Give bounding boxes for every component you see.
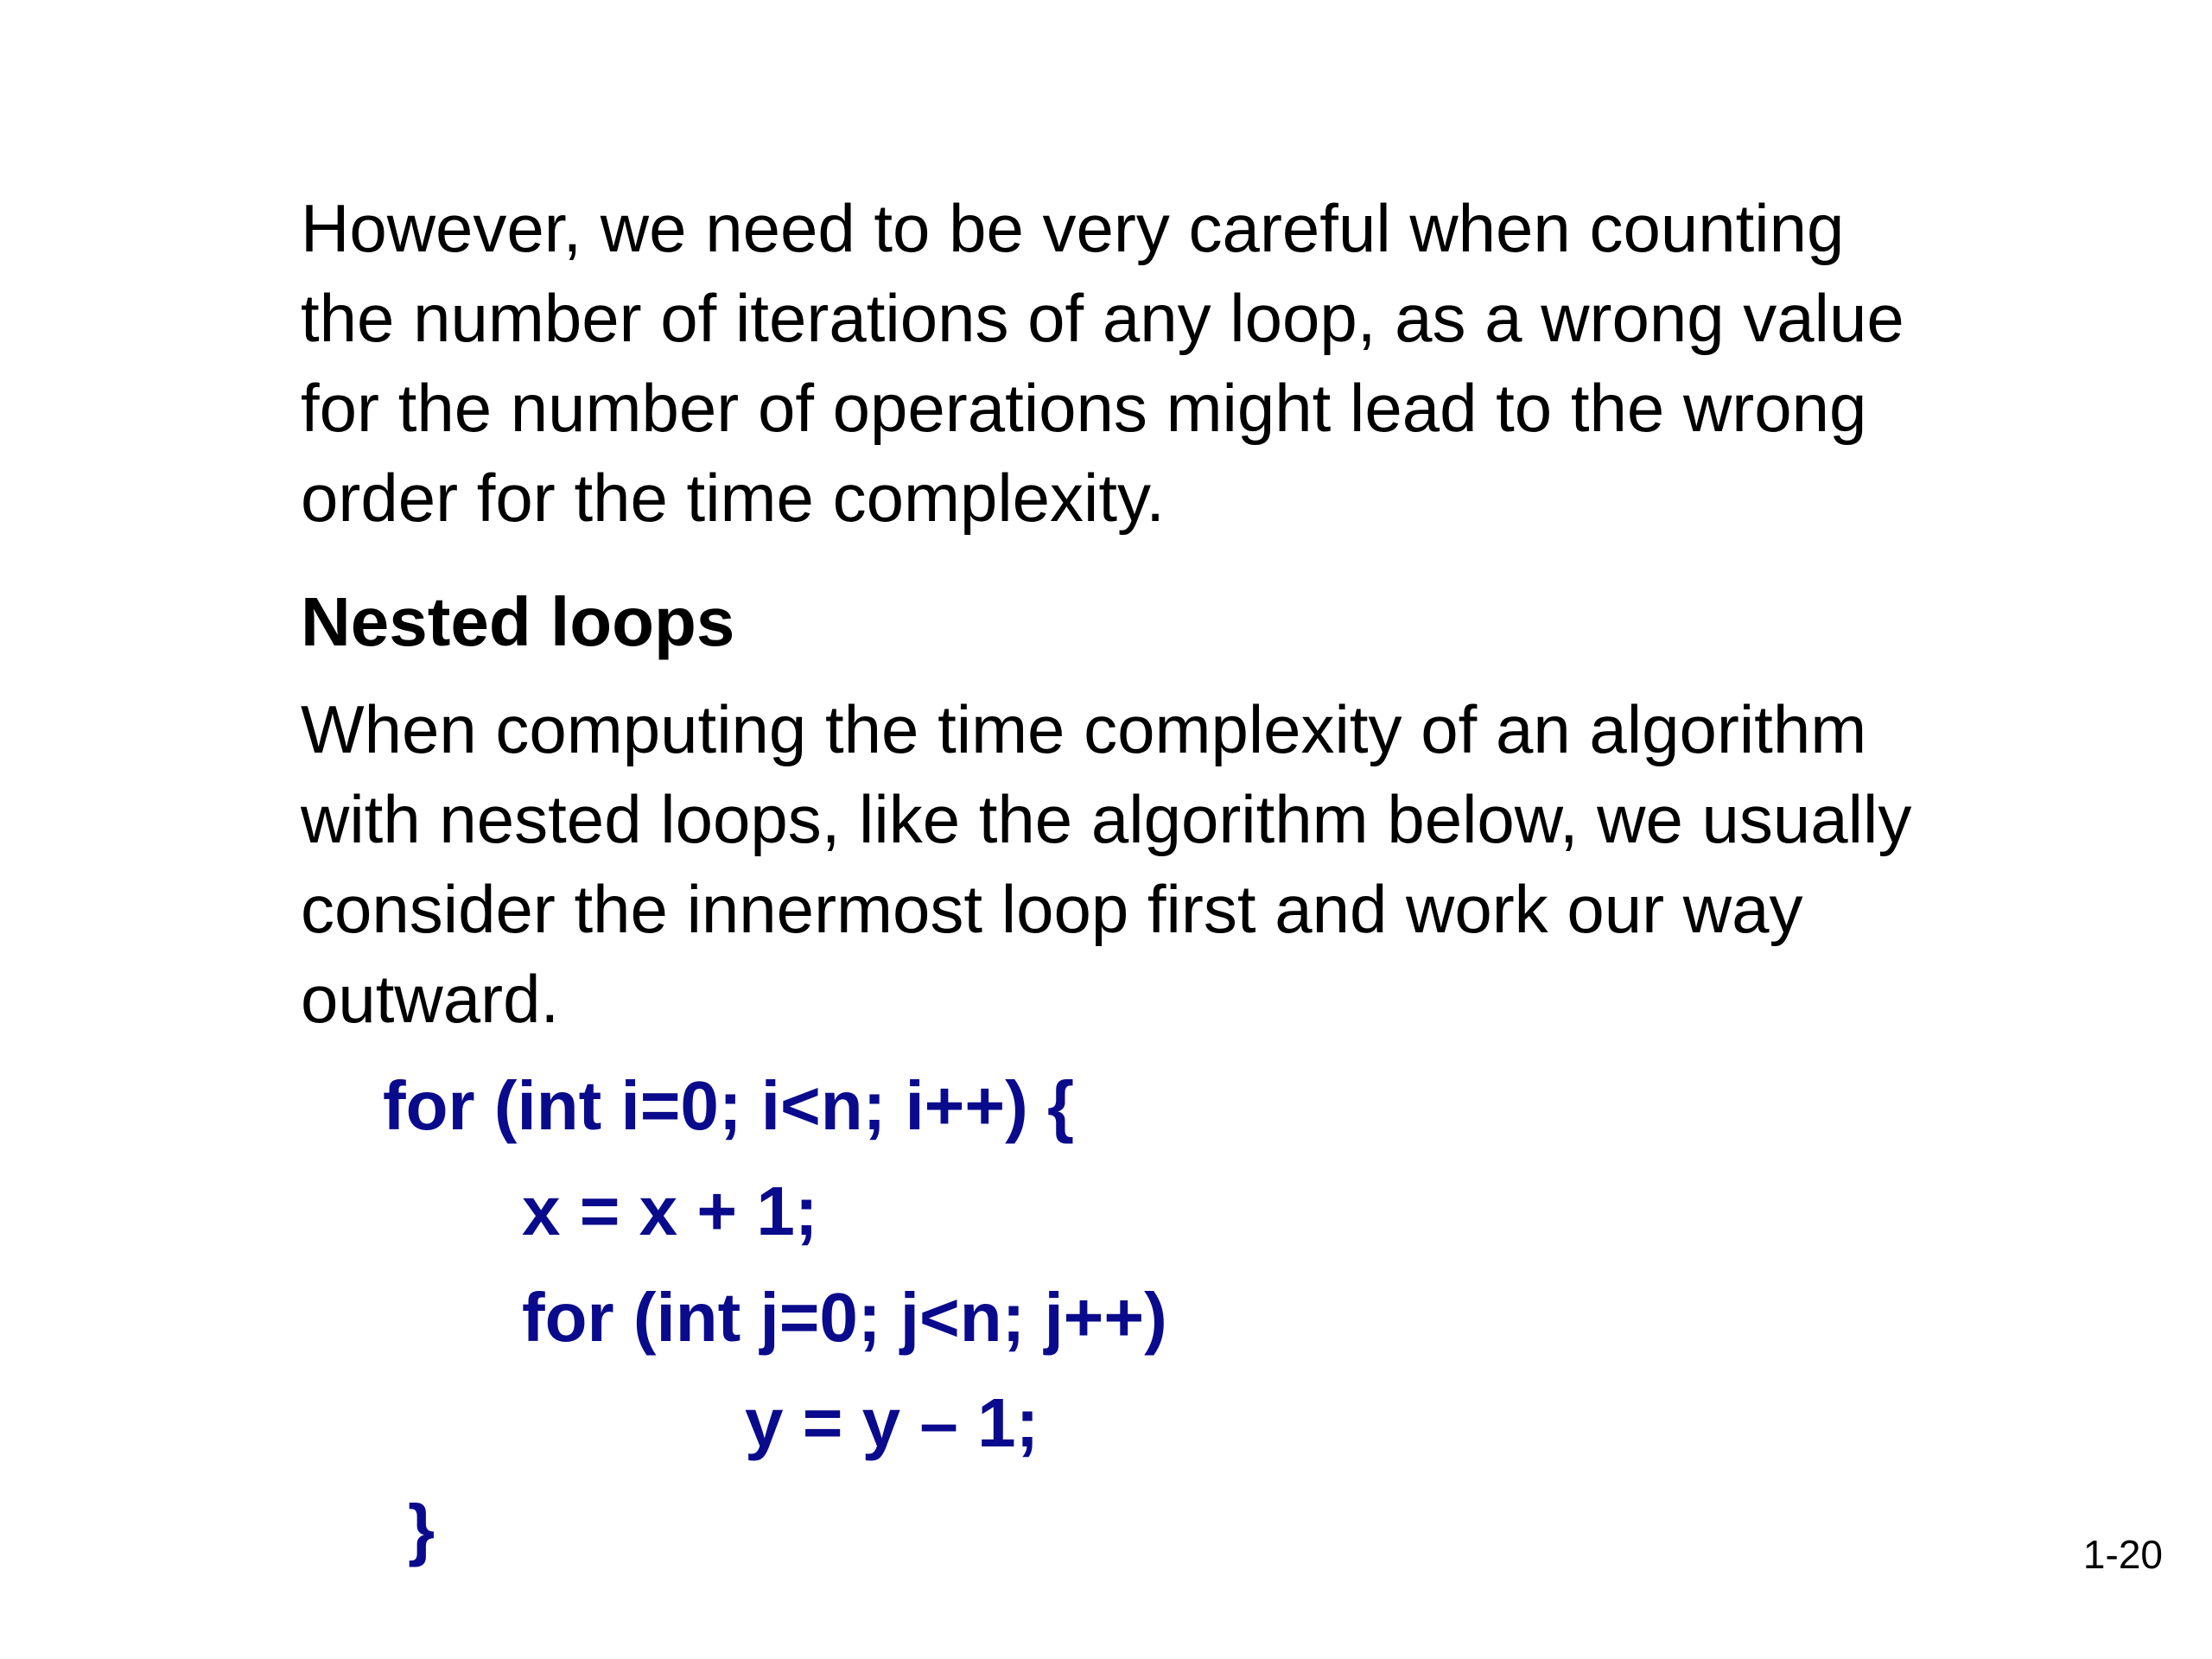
nested-loops-paragraph	[301, 684, 2141, 1044]
code-line-x-increment: x = x + 1;	[522, 1173, 818, 1249]
section-heading: Nested loops	[301, 583, 735, 660]
code-line-outer-for: for (int i=0; i<n; i++) {	[383, 1067, 1075, 1144]
paragraph-line: the number of iterations of any loop, as a wrong value	[301, 280, 1904, 356]
paragraph-line: When computing the time complexity of an algorithm	[301, 691, 1867, 767]
paragraph-line: outward.	[301, 961, 560, 1037]
intro-paragraph	[301, 183, 2141, 543]
paragraph-line: for the number of operations might lead to the wrong	[301, 370, 1867, 446]
paragraph-line: consider the innermost loop first and work our way	[301, 871, 1803, 947]
paragraph-line: with nested loops, like the algorithm below, we usually	[301, 781, 1912, 857]
code-line-y-decrement: y = y – 1;	[745, 1384, 1039, 1461]
code-line-inner-for: for (int j=0; j<n; j++)	[522, 1279, 1167, 1356]
page-number: 1-20	[2082, 1532, 2163, 1577]
code-line-closing-brace: }	[408, 1491, 435, 1567]
paragraph-line: However, we need to be very careful when counting	[301, 190, 1845, 266]
paragraph-line: order for the time complexity.	[301, 460, 1165, 536]
